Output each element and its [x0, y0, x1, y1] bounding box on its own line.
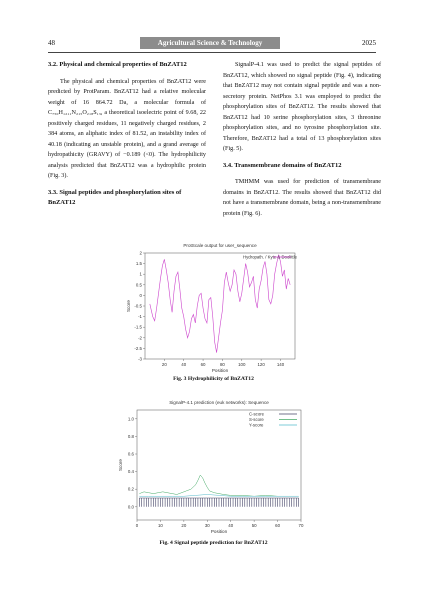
chart-title: SignalP-4.1 prediction (euk networks): Sequence — [169, 400, 269, 405]
figure-3-caption: Fig. 3 Hydrophilicity of BnZAT12 — [173, 376, 254, 382]
x-tick-label: 20 — [161, 362, 167, 367]
section-3-3-heading: 3.3. Signal peptides and phosphorylation sites of BnZAT12 — [48, 188, 182, 206]
y-tick-label: 0.0 — [127, 504, 134, 510]
y-tick-label: 0.6 — [127, 451, 134, 457]
y-tick-label: -2.5 — [134, 345, 142, 351]
y-tick-label: -3 — [138, 356, 142, 362]
section-3-2-paragraph: The physical and chemical properties of BnZAT12 were predicted by ProtParam. BnZAT12 had a relative molecular weight of 16 864.72 Da, a molecular formula of C₇₅₀H₁₂₁₁N₂₁₅O₂₁₈S₁₃, a theoretical isoelectric point of 9.68, 22 positively charged residues, 11 negatively charged residues, 2 384 atoms, an aliphatic index of 81.52, an instability index of 40.18 (indicating an unstable protein), and a grand average of hydropathicity (GRAVY) of −0.189 (<0). The hydrophilicity analysis predicted that BnZAT12 was a hydrophilic protein (Fig. 3). — [48, 78, 206, 179]
y-tick-label: 0.4 — [127, 469, 134, 475]
y-tick-label: 1.5 — [135, 261, 142, 267]
x-tick-label: 30 — [204, 523, 210, 528]
y-tick-label: 0.2 — [127, 486, 134, 492]
x-tick-label: 40 — [228, 523, 234, 528]
section-3-4-paragraph: TMHMM was used for prediction of transmembrane domains in BnZAT12. The results showed that BnZAT12 did not have a transmembrane domain, being a non-transmembrane protein (Fig. 6). — [223, 179, 381, 217]
x-tick-label: 60 — [200, 362, 206, 367]
y-tick-label: 0.5 — [135, 282, 142, 288]
x-tick-label: 50 — [251, 523, 257, 528]
x-tick-label: 120 — [257, 362, 265, 367]
x-axis-label: Position — [210, 529, 228, 534]
figure-4-caption: Fig. 4 Signal peptide prediction for BnZAT12 — [159, 540, 268, 546]
legend-label: C-score — [249, 411, 265, 417]
hydrophilicity-chart — [115, 239, 305, 379]
section-3-4-heading: 3.4. Transmembrane domains of BnZAT12 — [223, 161, 342, 169]
x-axis-label: Position — [211, 368, 229, 373]
x-tick-label: 10 — [157, 523, 163, 528]
chart-title: ProtScale output for user_sequence — [183, 243, 257, 248]
y-tick-label: -0.5 — [134, 303, 142, 309]
signal-peptide-chart — [115, 396, 310, 538]
x-tick-label: 100 — [238, 362, 246, 367]
x-tick-label: 140 — [276, 362, 285, 367]
header-year: 2025 — [362, 39, 376, 47]
series-line — [150, 255, 290, 353]
y-tick-label: -1.5 — [134, 324, 142, 330]
y-tick-label: 0.8 — [127, 433, 134, 439]
section-3-3-paragraph: SignalP-4.1 was used to predict the signal peptides of BnZAT12, which showed no signal peptide (Fig. 4), indicating that BnZAT12 may not contain signal peptide and was a non-secretory protein. NetPhos 3.1 was employed to predict the phosphorylation sites of BnZAT12. The results showed that BnZAT12 had 10 serine phosphorylation sites, 3 threonine phosphorylation sites, and no tyrosine phosphorylation site. Therefore, BnZAT12 had a total of 13 phosphorylation sites (Fig. 5). — [223, 62, 381, 152]
y-axis-label: Score — [126, 299, 131, 313]
y-axis-label: Score — [118, 458, 123, 472]
series-line — [139, 475, 298, 496]
y-tick-label: 0 — [139, 292, 142, 298]
y-tick-label: 2 — [139, 250, 142, 256]
x-tick-label: 0 — [135, 523, 139, 528]
y-tick-label: -1 — [138, 314, 142, 320]
left-column — [48, 60, 206, 215]
y-tick-label: 1 — [139, 271, 142, 277]
x-tick-label: 20 — [181, 523, 187, 528]
legend-label: Y-score — [249, 422, 264, 428]
x-tick-label: 70 — [298, 523, 304, 528]
journal-banner — [140, 37, 280, 49]
x-tick-label: 40 — [181, 362, 187, 367]
right-column — [223, 60, 381, 225]
plot-frame — [145, 253, 295, 359]
section-3-2-heading: 3.2. Physical and chemical properties of BnZAT12 — [48, 61, 187, 68]
y-tick-label: 1.0 — [127, 416, 134, 422]
page-number: 48 — [48, 39, 55, 47]
x-tick-label: 80 — [219, 362, 225, 367]
header-rule — [48, 52, 376, 53]
legend-label: Hydropath. / Kyte & Doolittle — [243, 254, 297, 260]
x-tick-label: 60 — [275, 523, 281, 528]
y-tick-label: -2 — [138, 335, 142, 341]
journal-title: Agricultural Science & Technology — [157, 38, 263, 47]
legend-label: S-score — [249, 417, 264, 422]
